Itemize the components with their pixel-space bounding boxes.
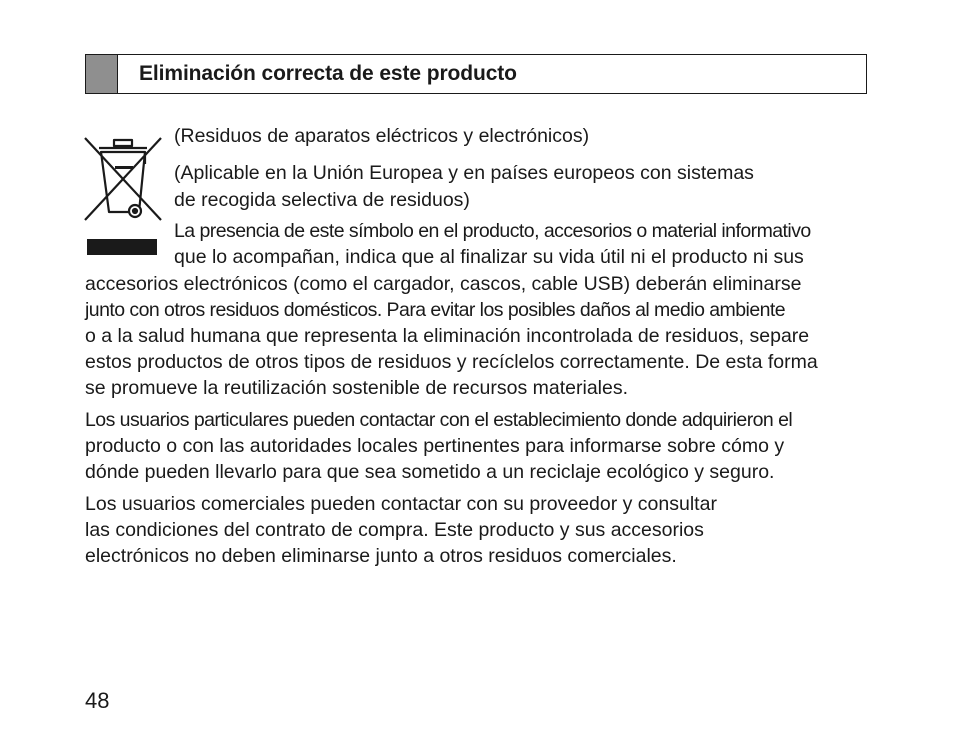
section-header [85, 54, 867, 94]
text-line: Los usuarios particulares pueden contactar con el establecimiento donde adquirieron el [85, 409, 793, 431]
section-title: Eliminación correcta de este producto [139, 62, 517, 85]
text-line: o a la salud humana que representa la eliminación incontrolada de residuos, separe [85, 325, 810, 347]
text-line: (Residuos de aparatos eléctricos y electrónicos) [174, 125, 590, 147]
crossed-out-wheelie-bin-icon [83, 134, 163, 258]
text-line: las condiciones del contrato de compra. Este producto y sus accesorios [85, 519, 704, 541]
text-line: Los usuarios comerciales pueden contactar con su proveedor y consultar [85, 493, 717, 515]
paragraph-waste-category [174, 123, 589, 150]
paragraph-eu-applicability [174, 160, 754, 213]
text-line: (Aplicable en la Unión Europea y en países europeos con sistemas [174, 162, 754, 184]
page-number: 48 [85, 688, 110, 713]
text-line: La presencia de este símbolo en el producto, accesorios o material informativo [174, 220, 811, 242]
text-line: estos productos de otros tipos de residuos y recíclelos correctamente. De esta forma [85, 351, 818, 373]
text-line: accesorios electrónicos (como el cargador, cascos, cable USB) deberán eliminarse [85, 273, 802, 295]
section-header-swatch [86, 55, 118, 93]
text-line: dónde pueden llevarlo para que sea sometido a un reciclaje ecológico y seguro. [85, 461, 775, 483]
text-line: electrónicos no deben eliminarse junto a otros residuos comerciales. [85, 545, 677, 567]
text-line: que lo acompañan, indica que al finalizar su vida útil ni el producto ni sus [174, 246, 804, 268]
text-line: junto con otros residuos domésticos. Para evitar los posibles daños al medio ambiente [85, 299, 786, 321]
text-line: producto o con las autoridades locales pertinentes para informarse sobre cómo y [85, 435, 785, 457]
text-line: de recogida selectiva de residuos) [174, 188, 470, 211]
text-line: se promueve la reutilización sostenible de recursos materiales. [85, 377, 629, 399]
